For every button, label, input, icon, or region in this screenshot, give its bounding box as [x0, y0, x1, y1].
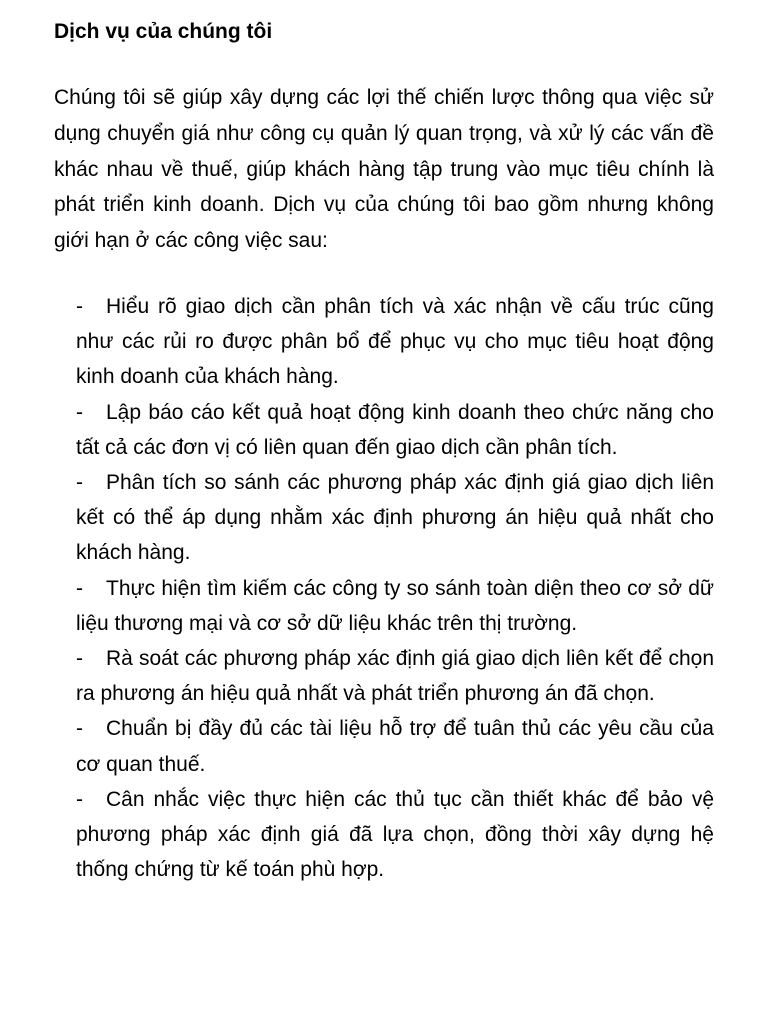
- service-item: [76, 711, 714, 781]
- dash-bullet: -: [76, 787, 83, 811]
- service-text: Lập báo cáo kết quả hoạt động kinh doanh theo chức năng cho tất cả các đơn vị có liên quan đến giao dịch cần phân tích.: [76, 400, 714, 459]
- dash-bullet: -: [76, 400, 83, 424]
- service-item: [76, 395, 714, 465]
- service-text: Chuẩn bị đầy đủ các tài liệu hỗ trợ để tuân thủ các yêu cầu của cơ quan thuế.: [76, 717, 714, 776]
- intro-paragraph: Chúng tôi sẽ giúp xây dựng các lợi thế chiến lược thông qua việc sử dụng chuyển giá như công cụ quản lý quan trọng, và xử lý các vấn đề khác nhau về thuế, giúp khách hàng tập trung vào mục tiêu chính là phát triển kinh doanh. Dịch vụ của chúng tôi bao gồm nhưng không giới hạn ở các công việc sau:: [54, 86, 714, 253]
- service-text: Phân tích so sánh các phương pháp xác định giá giao dịch liên kết có thể áp dụng nhằm xác định phương án hiệu quả nhất cho khách hàng.: [76, 471, 714, 565]
- dash-bullet: -: [76, 717, 83, 741]
- dash-bullet: -: [76, 576, 83, 600]
- dash-bullet: -: [76, 295, 83, 318]
- service-item: [76, 782, 714, 888]
- section-heading: Dịch vụ của chúng tôi: [54, 20, 273, 43]
- service-text: Hiểu rõ giao dịch cần phân tích và xác nhận về cấu trúc cũng như các rủi ro được phân bổ để phục vụ cho mục tiêu hoạt động kinh doanh của khách hàng.: [76, 295, 714, 389]
- service-item: [76, 571, 714, 641]
- dash-bullet: -: [76, 471, 83, 495]
- service-item: [76, 641, 714, 711]
- service-item: [76, 289, 714, 395]
- service-text: Cân nhắc việc thực hiện các thủ tục cần thiết khác để bảo vệ phương pháp xác định giá đã lựa chọn, đồng thời xây dựng hệ thống chứng từ kế toán phù hợp.: [76, 787, 714, 882]
- service-item: [76, 465, 714, 571]
- services-list: [76, 289, 714, 887]
- service-text: Rà soát các phương pháp xác định giá giao dịch liên kết để chọn ra phương án hiệu quả nhất và phát triển phương án đã chọn.: [76, 647, 714, 706]
- service-text: Thực hiện tìm kiếm các công ty so sánh toàn diện theo cơ sở dữ liệu thương mại và cơ sở dữ liệu khác trên thị trường.: [76, 576, 714, 635]
- dash-bullet: -: [76, 647, 83, 671]
